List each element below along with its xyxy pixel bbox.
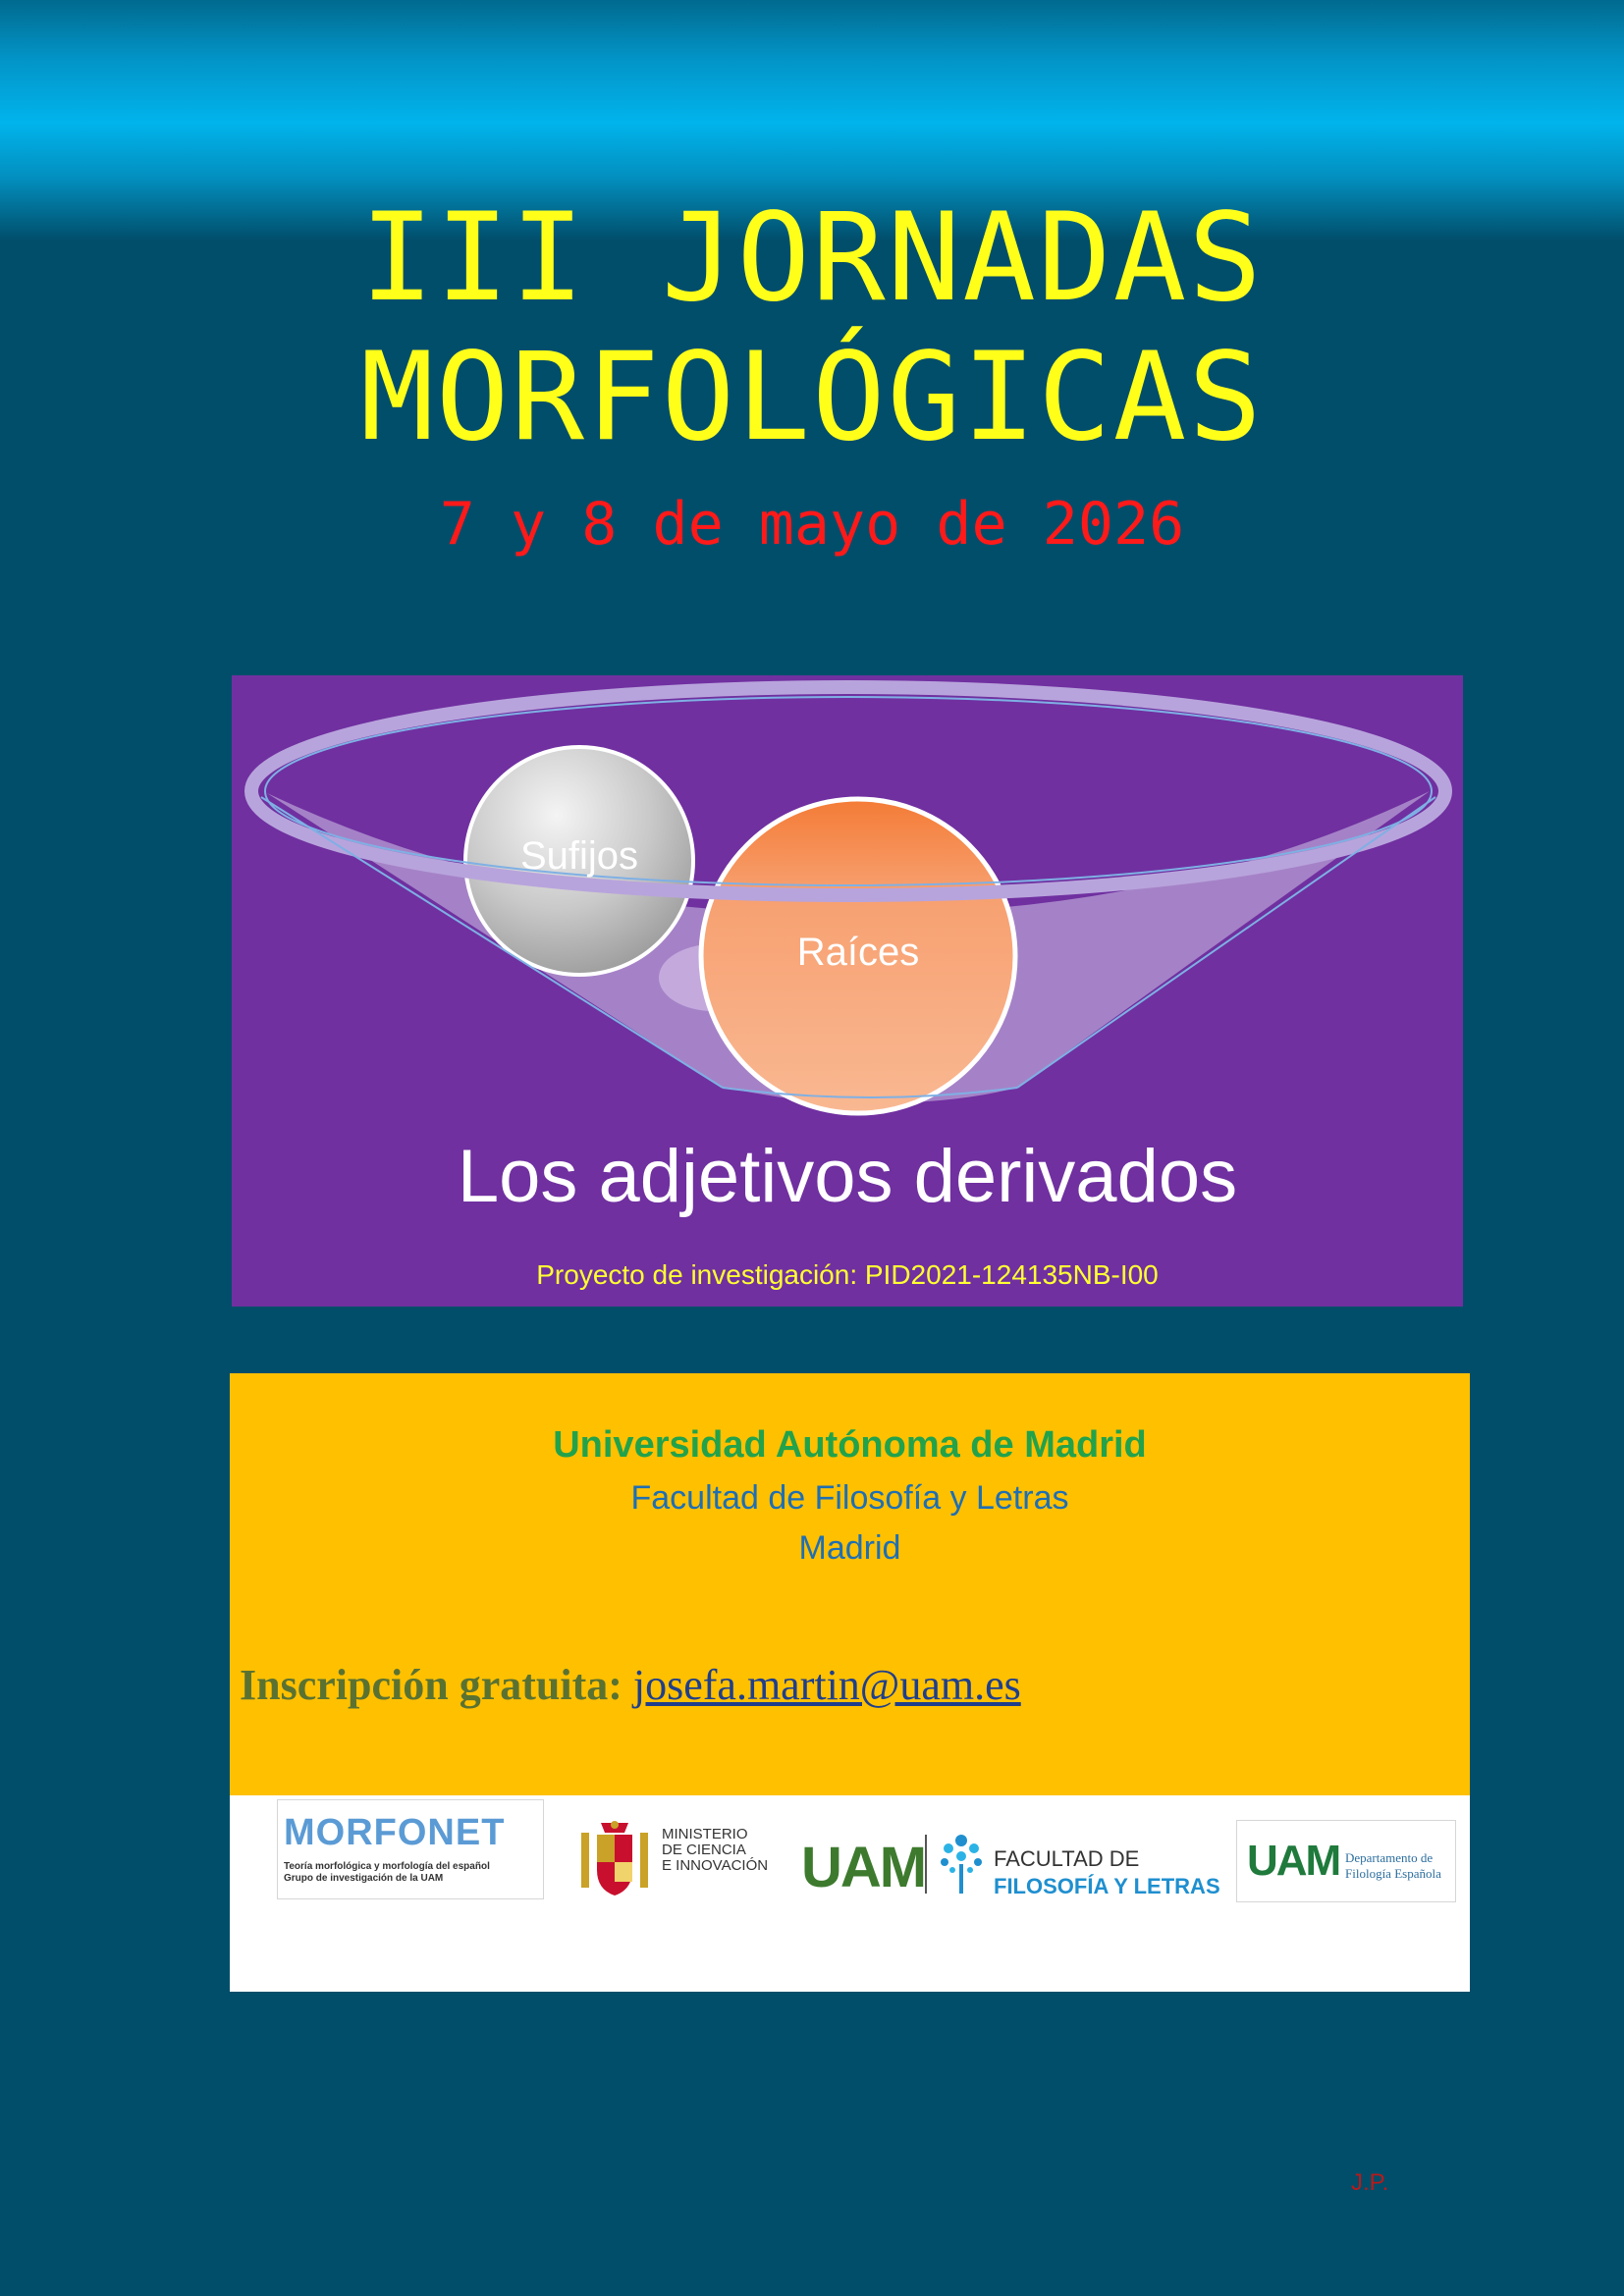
faculty-tree-icon [937,1829,986,1897]
project-code: Proyecto de investigación: PID2021-124135NB-I00 [536,1259,1159,1290]
registration-line [240,1659,1021,1712]
banner-title: Los adjetivos derivados [457,1135,1238,1218]
event-title-line2: MORFOLÓGICAS [360,327,1264,468]
faculty-line1: FACULTAD DE [994,1846,1140,1871]
department-line2: Filología Española [1345,1866,1441,1881]
faculty-name: Facultad de Filosofía y Letras [630,1479,1069,1517]
morfonet-logo [277,1799,544,1899]
bubble-sufijos-label: Sufijos [519,834,639,878]
ministerio-line2: DE CIENCIA [662,1842,746,1858]
morfonet-wordmark: MORFONET [284,1812,506,1853]
venue-info-box [230,1373,1470,1795]
spain-coat-of-arms-icon [575,1819,654,1899]
sponsor-logos-strip [230,1795,1470,1992]
ministerio-logo [575,1819,772,1897]
registration-label: Inscripción gratuita: [240,1661,623,1709]
event-date: 7 y 8 de mayo de 2026 [439,490,1185,559]
uam-faculty-logo [801,1811,1233,1909]
ministerio-line1: MINISTERIO [662,1826,748,1842]
morfonet-subtitle: Teoría morfológica y morfología del español [284,1861,490,1872]
faculty-line2: FILOSOFÍA Y LETRAS [994,1874,1220,1898]
logo-separator [925,1835,927,1894]
author-initials: J.P. [1351,2169,1389,2196]
topic-banner [232,675,1463,1307]
university-name: Universidad Autónoma de Madrid [553,1424,1147,1466]
registration-email-link[interactable]: josefa.martin@uam.es [632,1661,1021,1709]
uam-wordmark: UAM [801,1836,926,1899]
ministerio-name [662,1827,768,1874]
morfonet-group: Grupo de investigación de la UAM [284,1873,444,1884]
city-name: Madrid [798,1529,901,1567]
ministerio-line3: E INNOVACIÓN [662,1857,769,1874]
bubble-raices-label: Raíces [796,931,920,974]
department-uam-wordmark: UAM [1247,1837,1340,1885]
department-logo [1236,1820,1456,1902]
department-line1: Departamento de [1345,1850,1434,1865]
event-title-line1: III JORNADAS [360,187,1264,329]
